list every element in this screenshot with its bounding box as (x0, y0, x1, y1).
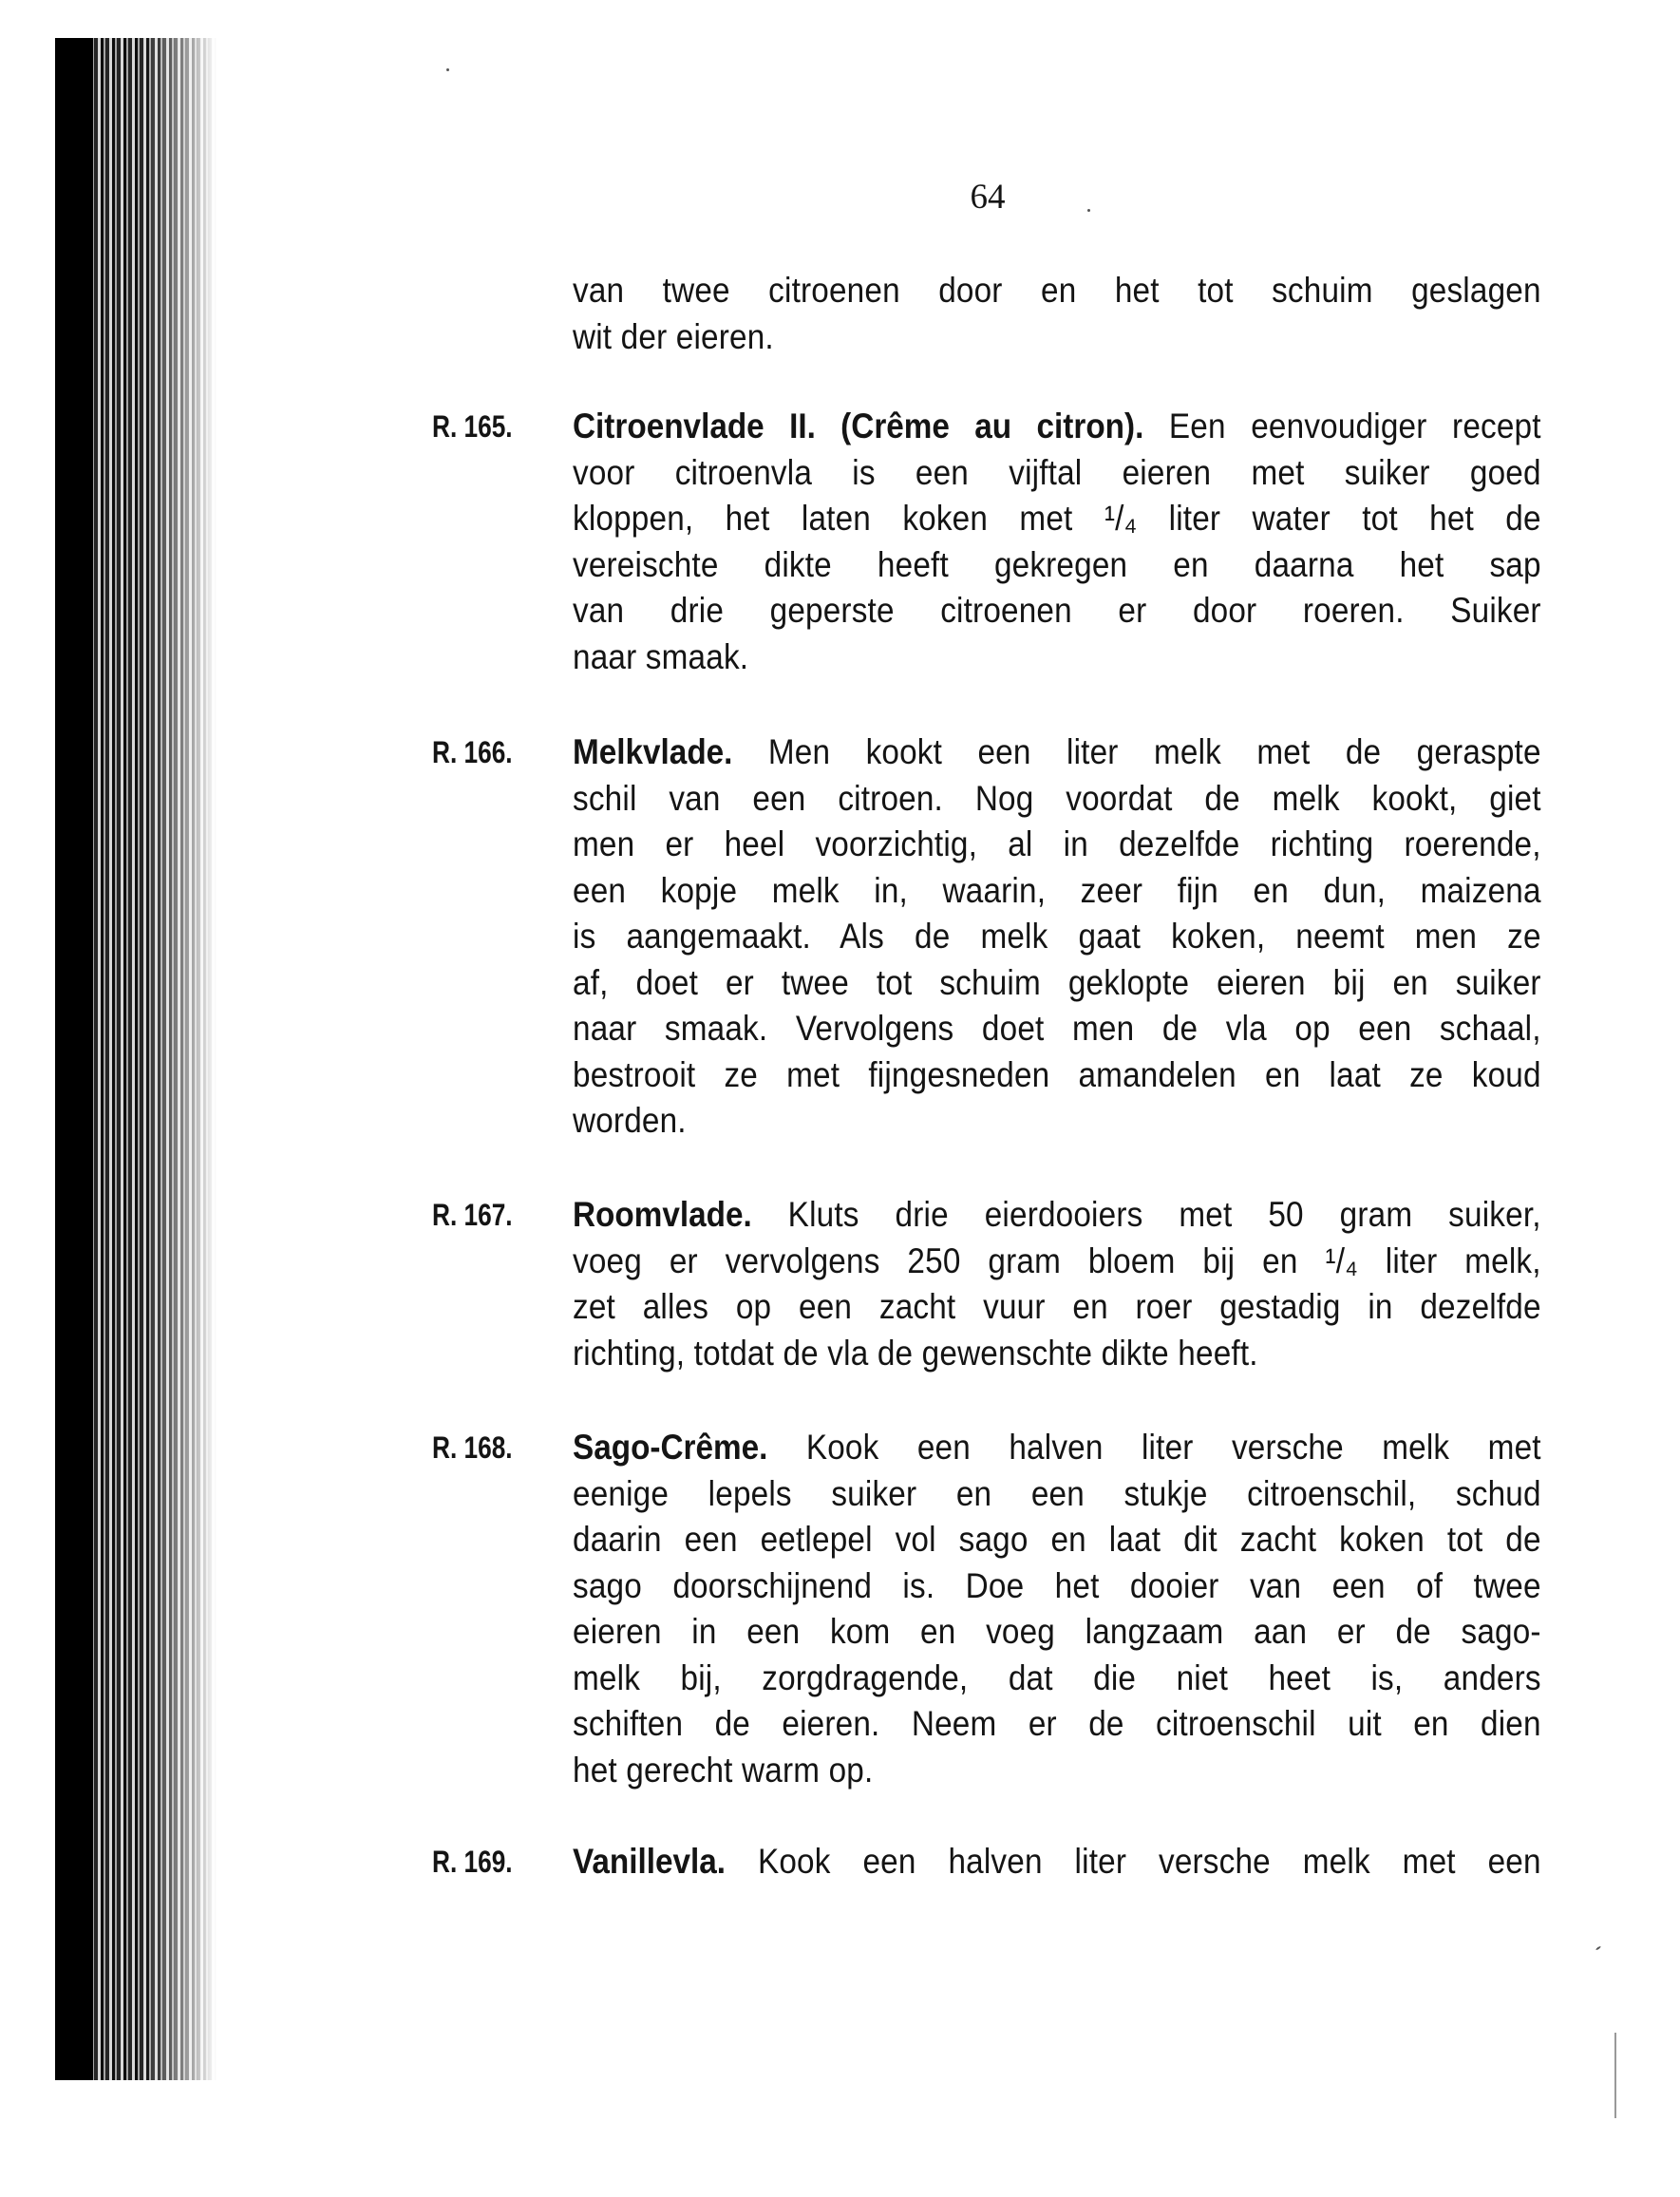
recipe-number: R. 167. (432, 1198, 513, 1232)
recipe-line: Men kookt een liter melk met de geraspte (732, 732, 1541, 771)
recipe-line: men er heel voorzichtig, al in dezelfde richting roerende, (573, 824, 1541, 863)
recipe-165 (573, 404, 1541, 680)
recipe-line: naar smaak. Vervolgens doet men de vla op een schaal, (573, 1009, 1541, 1048)
recipe-line: zet alles op een zacht vuur en roer gestadig in dezelfde (573, 1287, 1541, 1326)
recipe-title: Vanillevla. (573, 1842, 727, 1881)
scan-speck (1595, 1945, 1601, 1950)
recipe-line: richting, totdat de vla de gewenschte dikte heeft. (573, 1333, 1258, 1373)
recipe-number: R. 169. (432, 1845, 513, 1879)
recipe-line: sago doorschijnend is. Doe het dooier van een of twee (573, 1565, 1541, 1605)
recipe-line: voeg er vervolgens 250 gram bloem bij en ¹/₄ liter melk, (573, 1241, 1541, 1280)
recipe-line: Kook een halven liter versche melk met een (726, 1842, 1541, 1881)
recipe-title: Roomvlade. (573, 1195, 752, 1234)
recipe-line: Kook een halven liter versche melk met (767, 1428, 1541, 1467)
recipe-line: schil van een citroen. Nog voordat de melk kookt, giet (573, 778, 1541, 818)
recipe-line: schiften de eieren. Neem er de citroenschil uit en dien (573, 1704, 1541, 1743)
recipe-line: af, doet er twee tot schuim geklopte eieren bij en suiker (573, 962, 1541, 1002)
recipe-line: Kluts drie eierdooiers met 50 gram suiker, (751, 1195, 1541, 1234)
scan-speck (446, 68, 449, 71)
recipe-line: naar smaak. (573, 636, 749, 676)
recipe-number: R. 165. (432, 409, 513, 444)
recipe-number: R. 168. (432, 1430, 513, 1465)
recipe-line: eieren in een kom en voeg langzaam aan er de sago- (573, 1612, 1541, 1651)
recipe-line: een kopje melk in, waarin, zeer fijn en dun, maizena (573, 870, 1541, 910)
scan-speck (1087, 209, 1090, 212)
recipe-title: Citroenvlade II. (Crême au citron). (573, 407, 1144, 445)
intro-line: wit der eieren. (573, 316, 774, 356)
intro-line: van twee citroenen door en het tot schuim geslagen (573, 271, 1541, 310)
recipe-line: vereischte dikte heeft gekregen en daarna het sap (573, 544, 1541, 584)
recipe-line: voor citroenvla is een vijftal eieren met suiker goed (573, 452, 1541, 492)
page-number: 64 (970, 178, 1006, 217)
recipe-line: bestrooit ze met fijngesneden amandelen en laat ze koud (573, 1054, 1541, 1094)
recipe-line: eenige lepels suiker en een stukje citroenschil, schud (573, 1473, 1541, 1513)
recipe-line: van drie geperste citroenen er door roeren. Suiker (573, 591, 1541, 630)
recipe-line: worden. (573, 1101, 687, 1140)
recipe-title: Melkvlade. (573, 732, 733, 771)
scan-speck (1614, 2033, 1616, 2118)
recipe-title: Sago-Crême. (573, 1428, 768, 1467)
recipe-166 (573, 729, 1541, 1145)
recipe-line: is aangemaakt. Als de melk gaat koken, neemt men ze (573, 917, 1541, 956)
recipe-number: R. 166. (432, 735, 513, 769)
intro-paragraph (573, 268, 1541, 360)
recipe-168 (573, 1425, 1541, 1793)
recipe-line: kloppen, het laten koken met ¹/₄ liter water tot het de (573, 499, 1541, 538)
recipe-line: melk bij, zorgdragende, dat die niet heet is, anders (573, 1657, 1541, 1697)
recipe-line: Een eenvoudiger recept (1143, 407, 1541, 445)
recipe-169 (573, 1839, 1541, 1885)
recipe-line: het gerecht warm op. (573, 1750, 874, 1790)
binding-gutter (55, 38, 217, 2080)
recipe-167 (573, 1192, 1541, 1376)
recipe-line: daarin een eetlepel vol sago en laat dit zacht koken tot de (573, 1520, 1541, 1559)
